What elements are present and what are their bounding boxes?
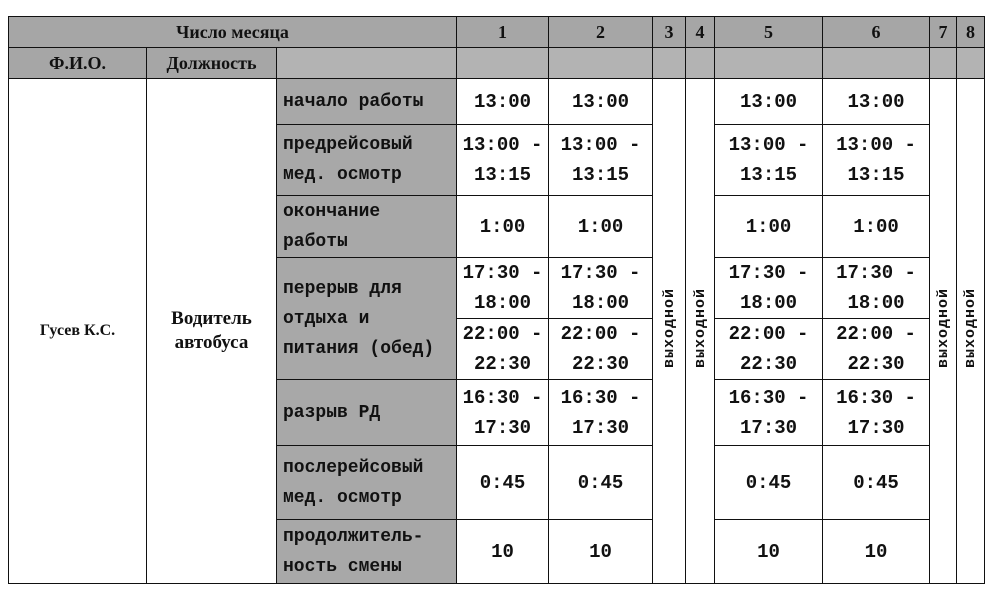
position-line: автобуса — [174, 332, 249, 353]
row-label — [277, 520, 457, 584]
row-label-line: разрыв РД — [283, 402, 381, 423]
cell-value: 22:00 - — [462, 323, 543, 345]
cell-day-2 — [549, 446, 653, 520]
day-off-label: выходной — [691, 288, 709, 369]
position-header: Должность — [147, 48, 277, 79]
cell-day-5 — [715, 258, 823, 319]
row-label — [277, 196, 457, 258]
cell-day-2 — [549, 258, 653, 319]
day-header-3: 3 — [653, 17, 686, 48]
cell-day-2 — [549, 520, 653, 584]
row-label-line: предрейсовый — [283, 135, 413, 155]
cell-day-1 — [457, 258, 549, 319]
cell-value: 13:15 — [847, 164, 905, 186]
day-header-4: 4 — [686, 17, 715, 48]
cell-value: 16:30 - — [836, 386, 916, 409]
fio-header: Ф.И.О. — [9, 48, 147, 79]
cell-value: 1:00 — [745, 215, 792, 238]
row-label-line: мед. осмотр — [283, 487, 402, 508]
cell-value: 18:00 — [474, 292, 532, 314]
header-blank-cell — [686, 48, 715, 79]
row-label — [277, 446, 457, 520]
cell-value: 13:00 — [847, 90, 905, 113]
cell-day-5 — [715, 446, 823, 520]
day-header-7: 7 — [930, 17, 957, 48]
cell-day-1 — [457, 380, 549, 446]
cell-value: 1:00 — [479, 215, 526, 238]
day-header-8: 8 — [957, 17, 985, 48]
cell-value: 13:15 — [474, 164, 532, 186]
cell-value: 0:45 — [577, 471, 624, 494]
cell-day-6 — [823, 79, 930, 125]
cell-value: 22:00 - — [728, 323, 809, 345]
row-label-line: ность смены — [283, 556, 402, 577]
header-blank-cell — [277, 48, 457, 79]
row-label-line: питания (обед) — [283, 338, 435, 359]
cell-day-6 — [823, 520, 930, 584]
cell-value: 13:00 — [572, 90, 630, 113]
employee-position — [147, 79, 277, 584]
cell-value: 13:15 — [572, 164, 630, 186]
day-header-1: 1 — [457, 17, 549, 48]
cell-value: 1:00 — [577, 215, 624, 238]
cell-value: 22:30 — [740, 353, 798, 375]
row-label — [277, 125, 457, 196]
cell-day-1 — [457, 79, 549, 125]
cell-day-5 — [715, 319, 823, 380]
cell-value: 13:00 — [740, 90, 798, 113]
row-label-line: послерейсовый — [283, 457, 424, 478]
cell-value: 18:00 — [740, 292, 798, 314]
cell-value: 10 — [864, 540, 888, 563]
cell-value: 22:30 — [572, 353, 630, 375]
cell-day-5 — [715, 79, 823, 125]
cell-value: 10 — [589, 540, 612, 563]
cell-day-5 — [715, 520, 823, 584]
header-blank-cell — [715, 48, 823, 79]
schedule-row-start — [9, 79, 985, 125]
month-day-header: Число месяца — [9, 17, 457, 48]
cell-day-2 — [549, 380, 653, 446]
cell-value: 13:00 — [474, 90, 532, 113]
cell-day-6 — [823, 319, 930, 380]
cell-day-6 — [823, 258, 930, 319]
work-schedule-table — [8, 16, 985, 584]
row-label-line: продолжитель- — [283, 526, 424, 547]
cell-value: 17:30 - — [836, 262, 916, 284]
header-blank-cell — [823, 48, 930, 79]
cell-value: 13:00 - — [836, 134, 916, 156]
cell-value: 0:45 — [745, 471, 792, 494]
row-label — [277, 79, 457, 125]
cell-day-5 — [715, 380, 823, 446]
cell-day-5 — [715, 196, 823, 258]
cell-value: 13:00 - — [462, 134, 543, 156]
cell-day-2 — [549, 79, 653, 125]
cell-value: 0:45 — [479, 471, 526, 494]
cell-value: 0:45 — [853, 471, 899, 494]
row-label-line: работы — [283, 231, 348, 252]
cell-value: 18:00 — [847, 292, 905, 314]
day-off-cell-3 — [653, 79, 686, 584]
cell-value: 22:30 — [474, 353, 532, 375]
cell-value: 22:00 - — [836, 323, 916, 345]
cell-value: 17:30 - — [462, 262, 543, 284]
cell-value: 13:00 - — [728, 134, 809, 156]
header-row-days — [9, 17, 985, 48]
cell-value: 10 — [491, 540, 514, 563]
cell-value: 16:30 - — [462, 386, 543, 409]
header-blank-cell — [457, 48, 549, 79]
row-label-line: начало работы — [283, 91, 424, 112]
cell-value: 13:00 - — [560, 134, 641, 156]
cell-day-6 — [823, 125, 930, 196]
cell-value: 17:30 - — [728, 262, 809, 284]
cell-value: 1:00 — [853, 215, 899, 238]
cell-day-6 — [823, 446, 930, 520]
employee-name: Гусев К.С. — [9, 79, 147, 584]
cell-value: 22:30 — [847, 353, 905, 375]
header-blank-cell — [653, 48, 686, 79]
day-off-cell-4 — [686, 79, 715, 584]
row-label-line: окончание — [283, 201, 381, 222]
cell-day-2 — [549, 319, 653, 380]
position-line: Водитель — [171, 308, 252, 329]
cell-value: 10 — [757, 540, 780, 563]
cell-value: 17:30 — [740, 416, 798, 439]
day-off-cell-7 — [930, 79, 957, 584]
cell-value: 13:15 — [740, 164, 798, 186]
cell-day-1 — [457, 446, 549, 520]
row-label — [277, 258, 457, 380]
header-blank-cell — [930, 48, 957, 79]
row-label-line: отдыха и — [283, 308, 370, 329]
cell-value: 18:00 — [572, 292, 630, 314]
cell-value: 17:30 — [847, 416, 905, 439]
cell-value: 17:30 — [572, 416, 630, 439]
cell-day-6 — [823, 380, 930, 446]
day-off-label: выходной — [660, 288, 678, 369]
cell-value: 16:30 - — [560, 386, 641, 409]
row-label-line: перерыв для — [283, 278, 402, 299]
day-header-2: 2 — [549, 17, 653, 48]
header-blank-cell — [957, 48, 985, 79]
cell-day-1 — [457, 520, 549, 584]
day-off-cell-8 — [957, 79, 985, 584]
cell-day-6 — [823, 196, 930, 258]
row-label — [277, 380, 457, 446]
cell-day-1 — [457, 125, 549, 196]
row-label-line: мед. осмотр — [283, 165, 402, 185]
cell-day-5 — [715, 125, 823, 196]
day-off-label: выходной — [962, 288, 980, 369]
cell-day-2 — [549, 125, 653, 196]
cell-day-2 — [549, 196, 653, 258]
cell-value: 22:00 - — [560, 323, 641, 345]
cell-value: 17:30 - — [560, 262, 641, 284]
header-row-columns — [9, 48, 985, 79]
day-header-5: 5 — [715, 17, 823, 48]
header-blank-cell — [549, 48, 653, 79]
cell-day-1 — [457, 319, 549, 380]
day-header-6: 6 — [823, 17, 930, 48]
cell-value: 16:30 - — [728, 386, 809, 409]
cell-value: 17:30 — [474, 416, 532, 439]
cell-day-1 — [457, 196, 549, 258]
day-off-label: выходной — [934, 288, 952, 369]
